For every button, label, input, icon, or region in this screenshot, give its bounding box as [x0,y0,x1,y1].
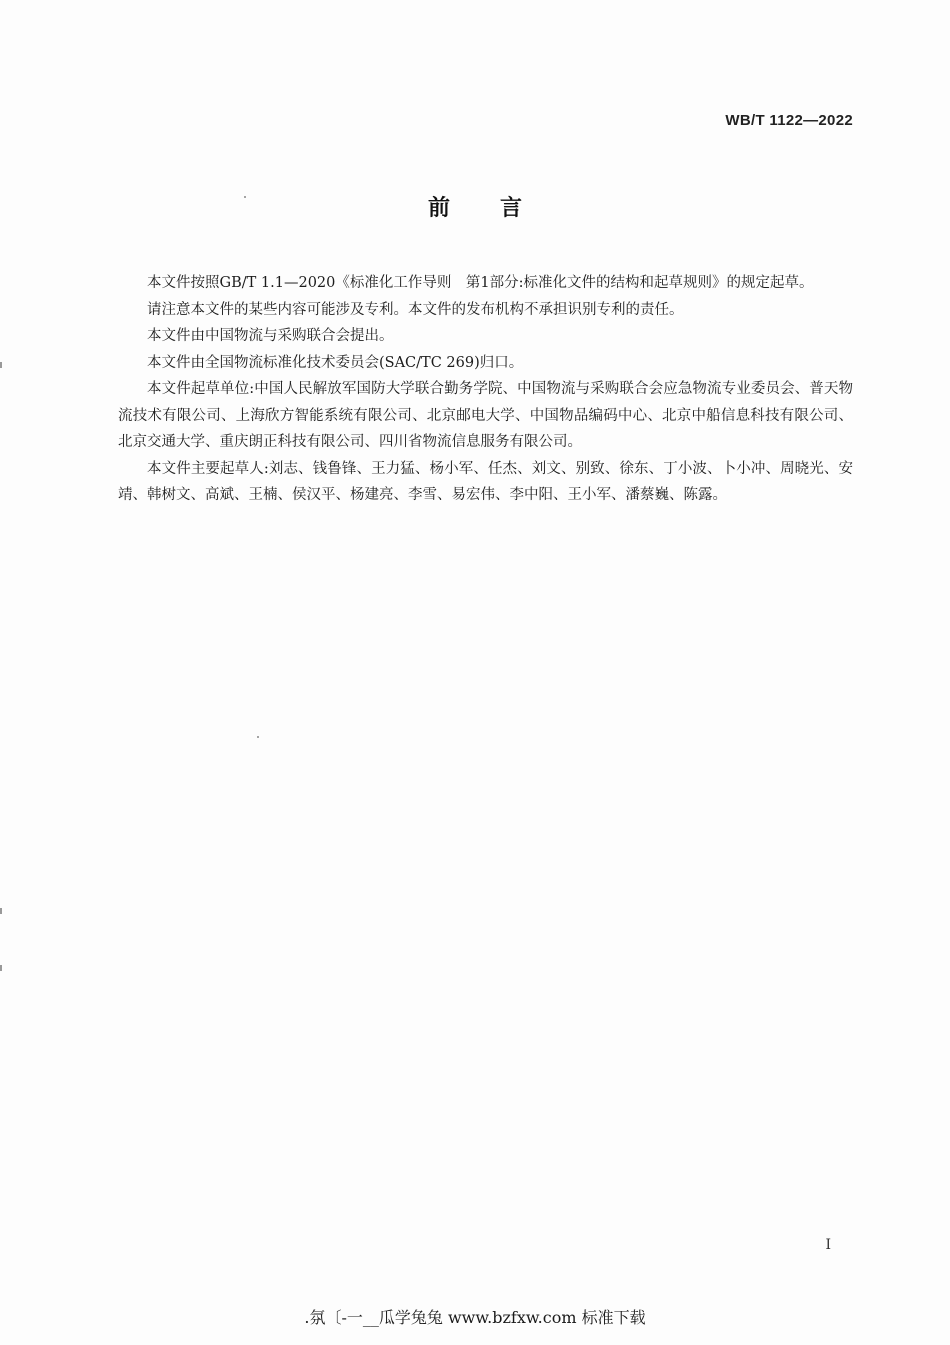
paragraph-drafting-rules: 本文件按照GB/T 1.1—2020《标准化工作导则 第1部分:标准化文件的结构和起草规则》的规定起草。 [147,275,814,291]
paragraph-centralized-by: 本文件由全国物流标准化技术委员会(SAC/TC 269)归口。 [147,354,524,371]
paragraph-drafters: 本文件主要起草人:刘志、钱鲁锋、王力猛、杨小军、任杰、刘文、别致、徐东、丁小波、卜小冲、周晓光、安靖、韩树文、高斌、王楠、侯汉平、杨建亮、李雪、易宏伟、李中阳、王小军、潘蔡巍、陈露。 [118,460,853,503]
paragraph-drafting-units: 本文件起草单位:中国人民解放军国防大学联合勤务学院、中国物流与采购联合会应急物流专业委员会、普天物流技术有限公司、上海欣方智能系统有限公司、北京邮电大学、中国物品编码中心、北京中船信息科技有限公司、北京交通大学、重庆朗正科技有限公司、四川省物流信息服务有限公司。 [118,381,853,450]
page-number: I [825,1237,831,1253]
paragraph-patent-notice: 请注意本文件的某些内容可能涉及专利。本文件的发布机构不承担识别专利的责任。 [147,301,684,318]
foreword-body [118,270,853,509]
scan-edge-mark [0,965,2,971]
scan-speck [257,736,259,738]
scan-edge-mark [0,362,2,368]
watermark-text: .氛〔-一__瓜学兔兔 www.bzfxw.com 标准下载 [304,1308,646,1327]
scan-speck [244,196,246,198]
document-code: WB/T 1122—2022 [725,112,853,129]
scan-edge-mark [0,908,2,914]
page-title: 前言 [427,196,572,221]
paragraph-proposer: 本文件由中国物流与采购联合会提出。 [147,328,394,344]
